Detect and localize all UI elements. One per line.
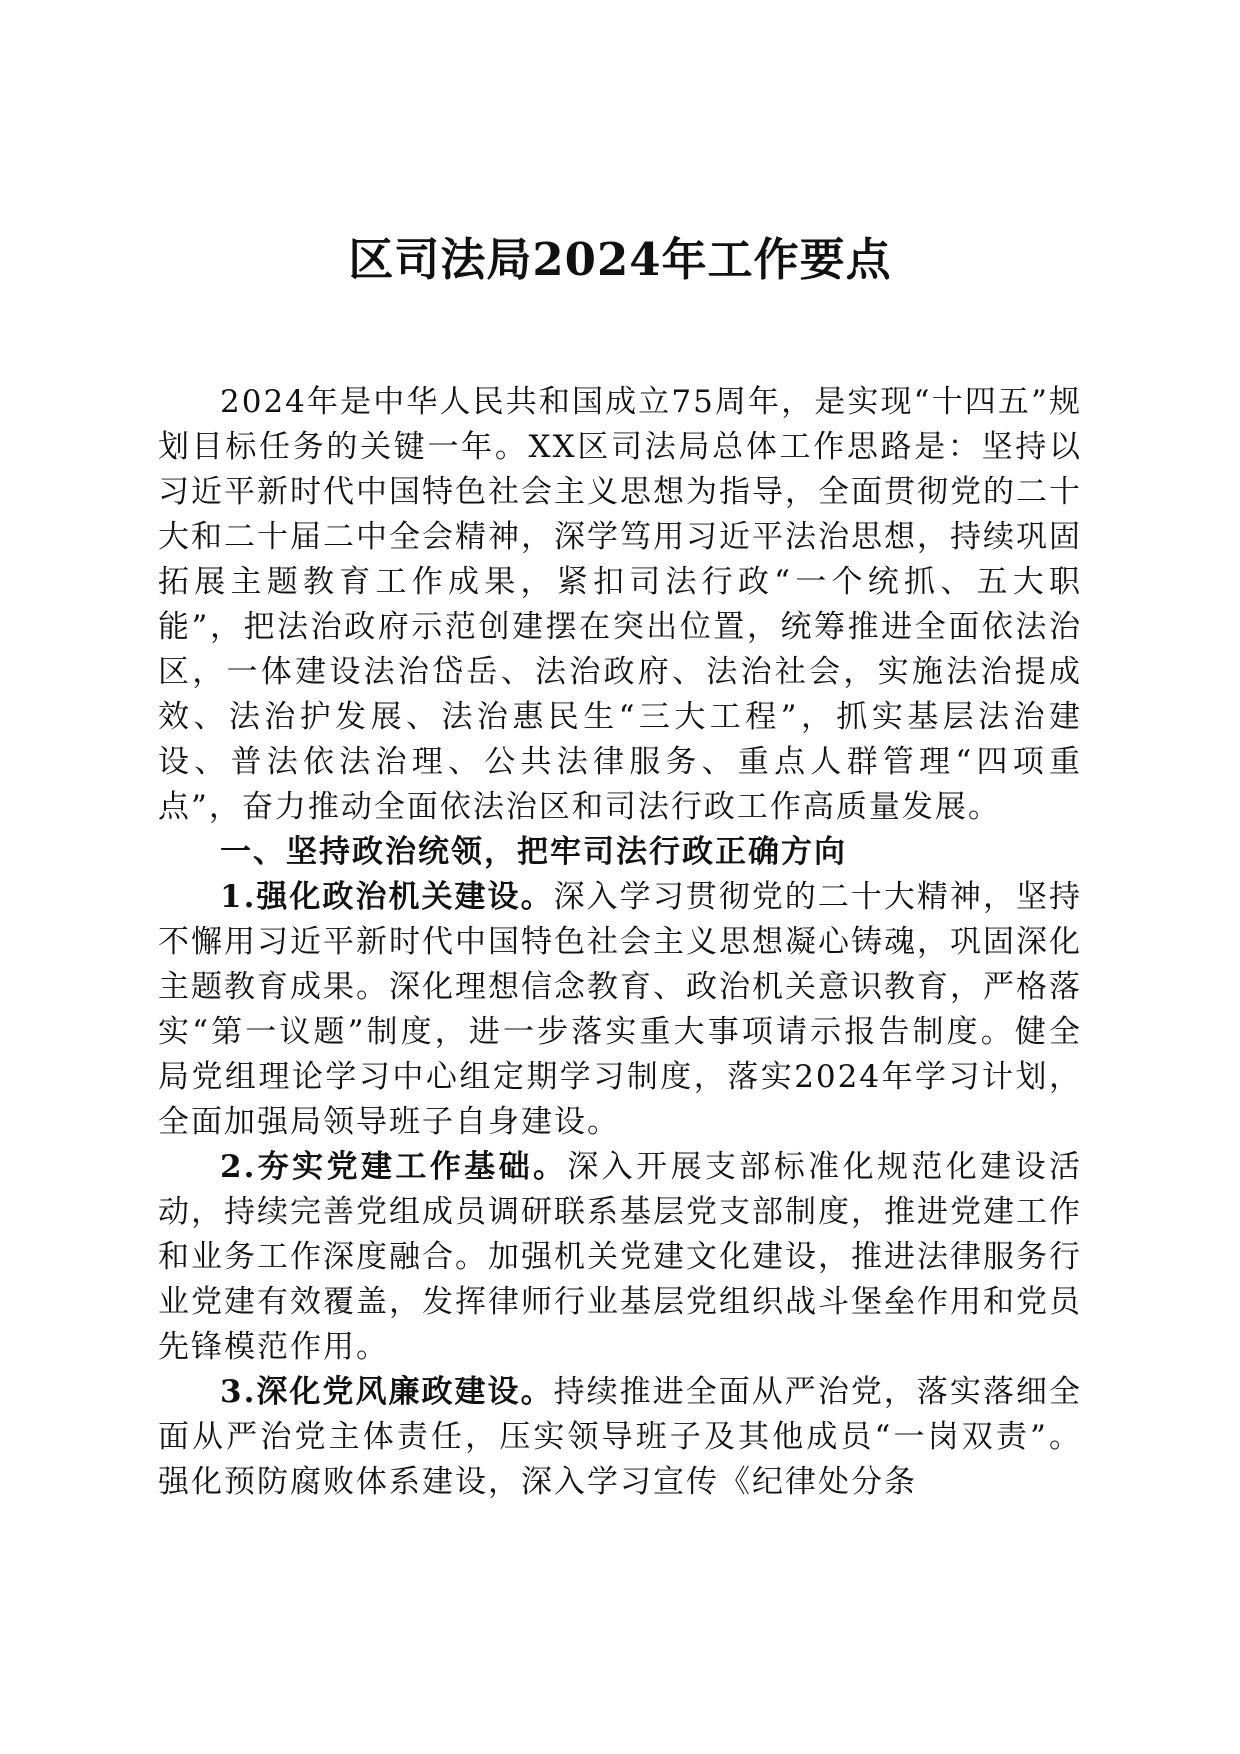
document-body <box>158 380 1082 1505</box>
section-heading: 一、坚持政治统领，把牢司法行政正确方向 <box>220 834 847 870</box>
item-lead-1: 1.强化政治机关建设。 <box>220 879 554 915</box>
item-text-1: 深入学习贯彻党的二十大精神，坚持不懈用习近平新时代中国特色社会主义思想凝心铸魂，巩固深化主题教育成果。深化理想信念教育、政治机关意识教育，严格落实“第一议题”制度，进一步落实重大事项请示报告制度。健全局党组理论学习中心组定期学习制度，落实2024年学习计划，全面加强局领导班子自身建设。 <box>158 879 1082 1140</box>
item-text-3: 持续推进全面从严治党，落实落细全面从严治党主体责任，压实领导班子及其他成员“一岗双责”。强化预防腐败体系建设，深入学习宣传《纪律处分条 <box>158 1374 1082 1500</box>
intro-paragraph: 2024年是中华人民共和国成立75周年，是实现“十四五”规划目标任务的关键一年。XX区司法局总体工作思路是：坚持以习近平新时代中国特色社会主义思想为指导，全面贯彻党的二十大和二十届二中全会精神，深学笃用习近平法治思想，持续巩固拓展主题教育工作成果，紧扣司法行政“一个统抓、五大职能”，把法治政府示范创建摆在突出位置，统筹推进全面依法治区，一体建设法治岱岳、法治政府、法治社会，实施法治提成效、法治护发展、法治惠民生“三大工程”，抓实基层法治建设、普法依法治理、公共法律服务、重点人群管理“四项重点”，奋力推动全面依法治区和司法行政工作高质量发展。 <box>158 384 1082 825</box>
item-paragraph-1 <box>158 875 1082 1145</box>
item-lead-3: 3.深化党风廉政建设。 <box>220 1374 554 1410</box>
item-text-2: 深入开展支部标准化规范化建设活动，持续完善党组成员调研联系基层党支部制度，推进党建工作和业务工作深度融合。加强机关党建文化建设，推进法律服务行业党建有效覆盖，发挥律师行业基层党组织战斗堡垒作用和党员先锋模范作用。 <box>158 1149 1082 1365</box>
document-title: 区司法局2024年工作要点 <box>348 233 892 286</box>
item-lead-2: 2.夯实党建工作基础。 <box>220 1149 568 1185</box>
item-paragraph-3 <box>158 1370 1082 1505</box>
item-paragraph-2 <box>158 1145 1082 1370</box>
